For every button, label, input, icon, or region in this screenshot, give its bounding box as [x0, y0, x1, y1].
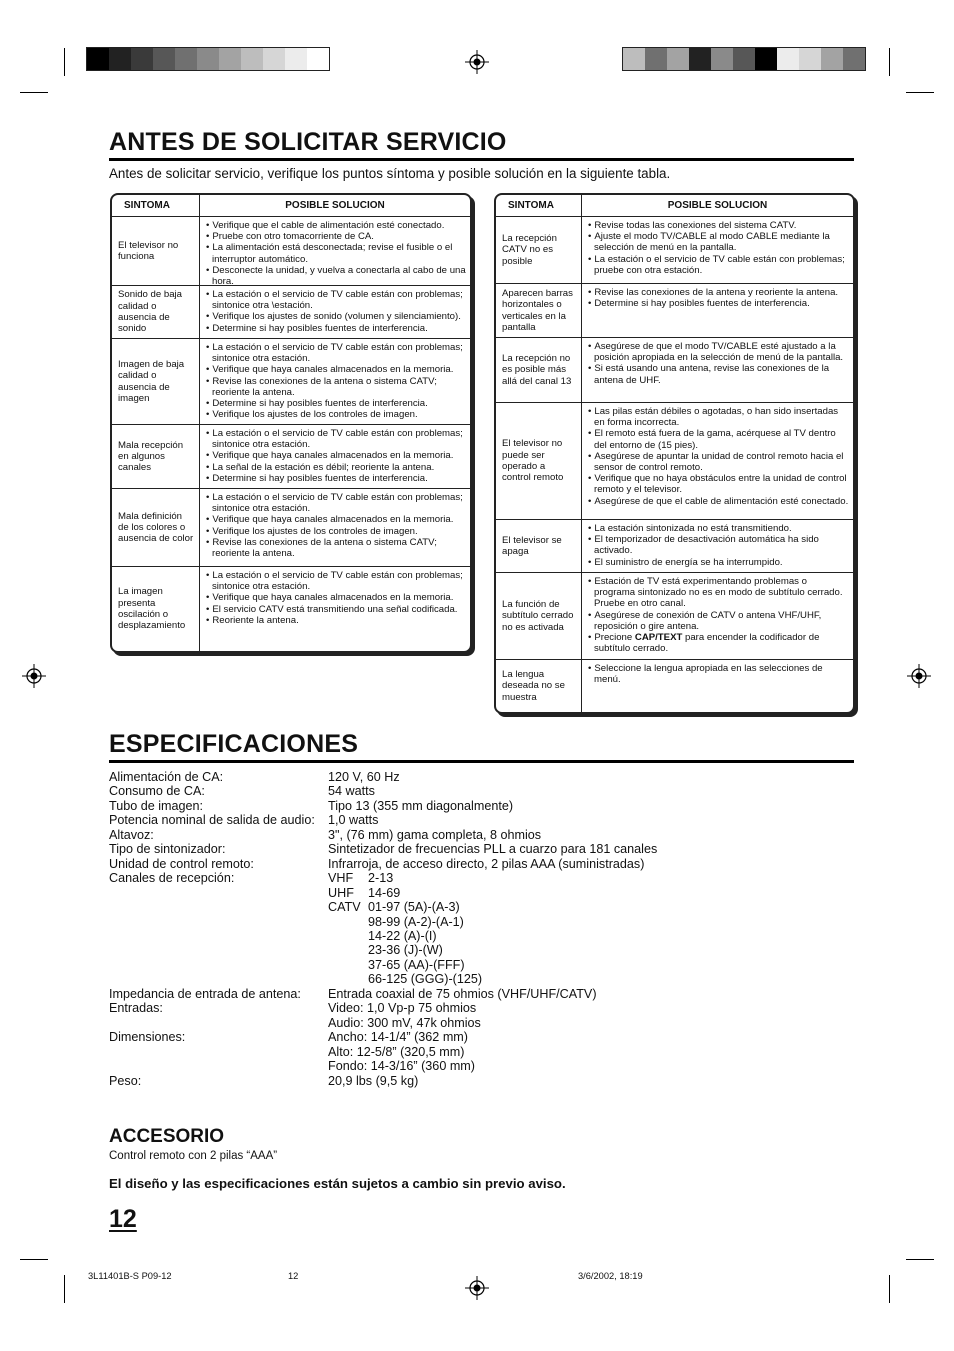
solution-item: • Verifique los ajustes de los controles de imagen.	[203, 409, 466, 420]
page-number: 12	[109, 1205, 137, 1233]
spec-value	[328, 842, 657, 856]
crop-mark	[889, 1275, 890, 1303]
troubleshoot-table-right	[494, 193, 855, 714]
table-row	[496, 520, 853, 573]
solution-list	[203, 289, 466, 334]
spec-label: Impedancia de entrada de antena:	[109, 986, 301, 1001]
symptom-cell: El televisor no puede ser operado a control remoto	[496, 403, 582, 519]
channel-range: 14-22 (A)-(I)	[368, 928, 437, 943]
color-swatch	[689, 48, 711, 70]
solution-item: • La estación o el servicio de TV cable están con problemas; pruebe con otra estación.	[585, 254, 849, 276]
table-row	[112, 286, 470, 339]
channel-line	[328, 929, 482, 943]
channel-band	[328, 958, 368, 972]
table-row	[496, 660, 853, 712]
solution-item: • La estación o el servicio de TV cable están con problemas; sintonice otra estación.	[203, 492, 466, 514]
color-swatch	[285, 48, 307, 70]
spec-row	[109, 813, 657, 827]
color-swatch	[821, 48, 843, 70]
spec-label: Altavoz:	[109, 827, 154, 842]
spec-value-line: Ancho: 14-1/4” (362 mm)	[328, 1030, 468, 1045]
spec-value-line: 120 V, 60 Hz	[328, 770, 400, 784]
solution-item: • Verifique que el cable de alimentación esté conectado.	[203, 220, 466, 231]
solution-item: • Verifique que haya canales almacenados en la memoria.	[203, 364, 466, 375]
solution-item: • Ajuste el modo TV/CABLE al modo CABLE mediante la selección de menú en la pantalla.	[585, 231, 849, 253]
symptom-cell: Mala definición de los colores o ausencia de color	[112, 489, 200, 566]
color-swatch	[241, 48, 263, 70]
solution-text: Precione	[594, 632, 635, 644]
color-swatch	[219, 48, 241, 70]
channel-line	[328, 943, 482, 957]
solution-cell	[582, 573, 853, 659]
spec-value	[328, 1001, 481, 1030]
solution-item: • Asegúrese de que el modo TV/CABLE esté ajustado a la posición apropiada en la selección de menú de la pantalla.	[585, 341, 849, 363]
table-row	[112, 489, 470, 567]
spec-row	[109, 1030, 657, 1073]
color-swatch	[307, 48, 329, 70]
solution-list	[203, 492, 466, 559]
solution-cell	[582, 403, 853, 519]
solution-item: • Seleccione la lengua apropiada en las selecciones de menú.	[585, 663, 849, 685]
spec-value-line: Infrarroja, de acceso directo, 2 pilas AAA (suministradas)	[328, 856, 645, 871]
title-rule	[109, 158, 854, 161]
solution-item: • La alimentación está desconectada; revise el fusible o el interruptor automático.	[203, 242, 466, 264]
solution-item: • La estación o el servicio de TV cable están con problemas; sintonice otra estación.	[203, 570, 466, 592]
footer-date: 3/6/2002, 18:19	[578, 1271, 643, 1281]
solution-cell	[200, 217, 470, 288]
spec-row	[109, 1074, 657, 1088]
solution-list	[203, 428, 466, 484]
spec-row	[109, 828, 657, 842]
channel-band	[328, 943, 368, 957]
page-title: ANTES DE SOLICITAR SERVICIO	[109, 128, 507, 156]
color-swatch	[197, 48, 219, 70]
spec-value-line: Sintetizador de frecuencias PLL a cuarzo para 181 canales	[328, 842, 658, 857]
solution-item: • Determine si hay posibles fuentes de interferencia.	[203, 323, 466, 334]
solution-list	[585, 287, 849, 309]
channel-line	[328, 958, 482, 972]
table-row	[112, 567, 470, 651]
color-swatch	[667, 48, 689, 70]
spec-value	[328, 1074, 418, 1088]
spec-value	[328, 799, 513, 813]
solution-item: • Verifique que no haya obstáculos entre la unidad de control remoto y el televisor.	[585, 473, 849, 495]
table-row	[112, 339, 470, 425]
solution-item: • La estación o el servicio de TV cable están con problemas; sintonice otra estación.	[203, 428, 466, 450]
registration-mark-icon	[22, 664, 46, 688]
table-header	[496, 195, 853, 217]
channel-line	[328, 972, 482, 986]
spec-label: Consumo de CA:	[109, 784, 205, 799]
spec-label: Unidad de control remoto:	[109, 856, 254, 871]
solution-item: • El suministro de energía se ha interrumpido.	[585, 557, 849, 568]
troubleshoot-table-left	[110, 193, 472, 653]
solution-list	[585, 576, 849, 654]
solution-cell	[200, 339, 470, 424]
solution-cell	[200, 425, 470, 488]
crop-mark	[906, 92, 934, 93]
table-row	[112, 425, 470, 489]
solution-item: • Revise todas las conexiones del sistema CATV.	[585, 220, 849, 231]
spec-label: Tipo de sintonizador:	[109, 842, 226, 857]
color-swatch	[733, 48, 755, 70]
color-swatch	[645, 48, 667, 70]
symptom-cell: La función de subtítulo cerrado no es activada	[496, 573, 582, 659]
solution-list	[585, 341, 849, 386]
solution-item: • Reoriente la antena.	[203, 615, 466, 626]
channel-band	[328, 929, 368, 943]
table-row	[496, 338, 853, 403]
solution-item: • Verifique los ajustes de los controles de imagen.	[203, 526, 466, 537]
solution-list	[585, 663, 849, 685]
channel-line	[328, 871, 482, 885]
spec-label: Peso:	[109, 1073, 142, 1088]
solution-text: para encender la codificador de subtítulo cerrado.	[594, 632, 820, 655]
intro-text: Antes de solicitar servicio, verifique los puntos síntoma y posible solución en la siguiente tabla.	[109, 166, 671, 181]
color-swatch	[799, 48, 821, 70]
solution-item: • Revise las conexiones de la antena y reoriente la antena.	[585, 287, 849, 298]
specs-list	[109, 770, 657, 1088]
channel-range: 01-97 (5A)-(A-3)	[368, 900, 460, 915]
crop-mark	[889, 48, 890, 76]
solution-item: • Verifique que haya canales almacenados en la memoria.	[203, 450, 466, 461]
cap-text-key: CAP/TEXT	[634, 632, 683, 644]
crop-mark	[20, 92, 48, 93]
channel-range: 37-65 (AA)-(FFF)	[368, 957, 465, 972]
solution-item: • Revise las conexiones de la antena o sistema CATV; reoriente la antena.	[203, 537, 466, 559]
spec-value	[328, 828, 541, 842]
color-swatch	[131, 48, 153, 70]
symptom-cell: La imagen presenta oscilación o desplazamiento	[112, 567, 200, 651]
spec-value	[328, 784, 375, 798]
spec-row	[109, 770, 657, 784]
spec-value-line: 3", (76 mm) gama completa, 8 ohmios	[328, 827, 542, 842]
table-row	[496, 284, 853, 338]
channel-line	[328, 915, 482, 929]
specs-title: ESPECIFICACIONES	[109, 730, 359, 758]
spec-value-line: 54 watts	[328, 784, 375, 799]
table-header	[112, 195, 470, 217]
solution-item: • La estación o el servicio de TV cable están con problemas; sintonice otra \estación.	[203, 289, 466, 311]
spec-label: Tubo de imagen:	[109, 798, 204, 813]
footer-code: 3L11401B-S P09-12	[88, 1271, 172, 1281]
color-bar-left	[86, 47, 330, 71]
solution-list	[585, 406, 849, 507]
accessory-text: Control remoto con 2 pilas “AAA”	[109, 1150, 278, 1162]
symptom-cell: La recepción no es posible más allá del canal 13	[496, 338, 582, 402]
spec-value	[328, 871, 482, 987]
symptom-cell: Imagen de baja calidad o ausencia de imagen	[112, 339, 200, 424]
color-bar-right	[622, 47, 866, 71]
solution-cell	[200, 286, 470, 338]
spec-value-line: Entrada coaxial de 75 ohmios (VHF/UHF/CATV)	[328, 986, 597, 1001]
spec-row	[109, 987, 657, 1001]
spec-value	[328, 857, 644, 871]
crop-mark	[20, 1259, 48, 1260]
solution-item: • Verifique los ajustes de sonido (volumen y silenciamiento).	[203, 311, 466, 322]
solution-item: • Asegúrese de conexión de CATV o antena VHF/UHF, reposición o gire antena.	[585, 610, 849, 632]
spec-label: Potencia nominal de salida de audio:	[109, 813, 315, 828]
specs-rule	[109, 760, 854, 763]
color-swatch	[87, 48, 109, 70]
channel-range: 2-13	[368, 871, 394, 886]
crop-mark	[64, 48, 65, 76]
color-swatch	[175, 48, 197, 70]
channel-band	[328, 915, 368, 929]
channel-range: 14-69	[368, 885, 401, 900]
solution-item: • Determine si hay posibles fuentes de interferencia.	[203, 473, 466, 484]
spec-row	[109, 784, 657, 798]
solution-item: • Verifique que haya canales almacenados en la memoria.	[203, 514, 466, 525]
accessory-title: ACCESORIO	[109, 1126, 225, 1147]
table-row	[496, 403, 853, 520]
symptom-cell: La lengua deseada no se muestra	[496, 660, 582, 712]
table-row	[496, 217, 853, 284]
solution-list	[203, 220, 466, 287]
solution-list	[203, 342, 466, 420]
spec-row	[109, 1001, 657, 1030]
solution-cell	[582, 660, 853, 712]
solution-cell	[582, 338, 853, 402]
solution-item: • Estación de TV está experimentando problemas o programa sintonizado no es en modo de subtítulo cerrado. Pruebe en otro canal.	[585, 576, 849, 610]
crop-mark	[906, 1259, 934, 1260]
spec-row	[109, 799, 657, 813]
channel-band: CATV	[328, 900, 361, 915]
col-solution-header: POSIBLE SOLUCION	[285, 200, 385, 211]
symptom-cell: El televisor se apaga	[496, 520, 582, 572]
color-swatch	[843, 48, 865, 70]
symptom-cell: Sonido de baja calidad o ausencia de sonido	[112, 286, 200, 338]
solution-cell	[582, 284, 853, 337]
solution-item: • Desconecte la unidad, y vuelva a conectarla al cabo de una hora.	[203, 265, 466, 287]
color-swatch	[153, 48, 175, 70]
solution-item: • Las pilas están débiles o agotadas, o han sido insertadas en forma incorrecta.	[585, 406, 849, 428]
spec-value-line: Fondo: 14-3/16” (360 mm)	[328, 1059, 475, 1074]
registration-mark-icon	[465, 1276, 489, 1300]
solution-item: • Revise las conexiones de la antena o sistema CATV; reoriente la antena.	[203, 376, 466, 398]
channel-band: VHF	[328, 871, 354, 886]
solution-item: • El temporizador de desactivación automática ha sido activado.	[585, 534, 849, 556]
channel-band	[328, 972, 368, 986]
solution-item	[585, 632, 849, 654]
table-row	[112, 217, 470, 286]
solution-item: • El servicio CATV está transmitiendo una señal codificada.	[203, 604, 466, 615]
solution-item: • Verifique que haya canales almacenados en la memoria.	[203, 592, 466, 603]
spec-label: Alimentación de CA:	[109, 770, 224, 784]
spec-value-line: Audio: 300 mV, 47k ohmios	[328, 1015, 481, 1030]
col-solution-header: POSIBLE SOLUCION	[667, 200, 768, 211]
spec-value-line: 1,0 watts	[328, 813, 379, 828]
registration-mark-icon	[907, 664, 931, 688]
solution-item: • Determine si hay posibles fuentes de interferencia.	[585, 298, 849, 309]
color-swatch	[777, 48, 799, 70]
channel-range: 23-36 (J)-(W)	[368, 943, 443, 958]
table-row	[496, 573, 853, 660]
color-swatch	[711, 48, 733, 70]
solution-cell	[200, 489, 470, 566]
symptom-cell: La recepción CATV no es posible	[496, 217, 582, 283]
color-swatch	[109, 48, 131, 70]
spec-value-line: 20,9 lbs (9,5 kg)	[328, 1073, 419, 1088]
spec-value	[328, 987, 597, 1001]
color-swatch	[755, 48, 777, 70]
color-swatch	[623, 48, 645, 70]
spec-value-line: Alto: 12-5/8” (320,5 mm)	[328, 1044, 465, 1059]
channel-line	[328, 900, 482, 914]
solution-list	[585, 220, 849, 276]
solution-list	[585, 523, 849, 568]
spec-value	[328, 770, 400, 784]
channel-line	[328, 886, 482, 900]
channel-range: 66-125 (GGG)-(125)	[368, 972, 483, 987]
crop-mark	[64, 1275, 65, 1303]
solution-item: • Asegúrese de apuntar la unidad de control remoto hacia el sensor de control remoto.	[585, 451, 849, 473]
solution-cell	[582, 217, 853, 283]
channel-range: 98-99 (A-2)-(A-1)	[368, 914, 464, 929]
symptom-cell: Mala recepción en algunos canales	[112, 425, 200, 488]
solution-item: • Asegúrese de que el cable de alimentación esté conectado.	[585, 496, 849, 507]
spec-value	[328, 813, 378, 827]
col-symptom-header: SINTOMA	[496, 195, 582, 216]
registration-mark-icon	[465, 50, 489, 74]
solution-item: • Si está usando una antena, revise las conexiones de la antena de UHF.	[585, 363, 849, 385]
solution-item: • La señal de la estación es débil; reoriente la antena.	[203, 462, 466, 473]
solution-item: • La estación sintonizada no está transmitiendo.	[585, 523, 849, 534]
solution-item: • Determine si hay posibles fuentes de interferencia.	[203, 398, 466, 409]
spec-value-line: Tipo 13 (355 mm diagonalmente)	[328, 798, 514, 813]
footer-page: 12	[288, 1271, 299, 1281]
symptom-cell: Aparecen barras horizontales o verticales en la pantalla	[496, 284, 582, 337]
solution-item: • La estación o el servicio de TV cable están con problemas; sintonice otra estación.	[203, 342, 466, 364]
solution-list	[203, 570, 466, 626]
spec-row	[109, 857, 657, 871]
spec-label: Canales de recepción:	[109, 871, 235, 886]
spec-value-line: Video: 1,0 Vp-p 75 ohmios	[328, 1001, 477, 1016]
spec-label: Entradas:	[109, 1001, 163, 1016]
solution-item: • El remoto está fuera de la gama, acérquese al TV dentro del entorno de (15 pies).	[585, 428, 849, 450]
spec-row	[109, 842, 657, 856]
color-swatch	[263, 48, 285, 70]
channel-band: UHF	[328, 885, 354, 900]
solution-cell	[582, 520, 853, 572]
symptom-cell: El televisor no funciona	[112, 217, 200, 285]
spec-label: Dimensiones:	[109, 1030, 186, 1045]
solution-cell	[200, 567, 470, 651]
col-symptom-header: SINTOMA	[112, 195, 200, 216]
spec-value	[328, 1030, 475, 1073]
spec-row	[109, 871, 657, 987]
notice-text: El diseño y las especificaciones están sujetos a cambio sin previo aviso.	[109, 1176, 566, 1191]
solution-item: • Pruebe con otro tomacorriente de CA.	[203, 231, 466, 242]
